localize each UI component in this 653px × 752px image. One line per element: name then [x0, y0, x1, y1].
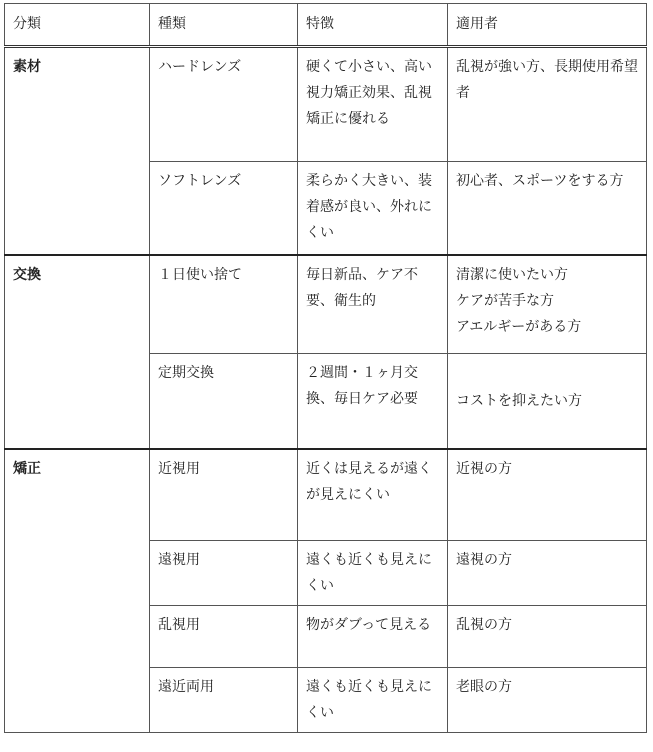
feature-cell: 物がダブって見える — [298, 606, 448, 668]
type-cell: 定期交換 — [150, 354, 298, 449]
users-cell — [448, 541, 647, 606]
header-row — [5, 4, 647, 47]
users-line: 遠視の方 — [456, 552, 512, 568]
users-cell — [448, 606, 647, 668]
header-feature: 特徴 — [298, 4, 448, 47]
users-line: ケアが苦手な方 — [456, 292, 554, 309]
users-cell — [448, 162, 647, 255]
type-cell: １日使い捨て — [150, 255, 298, 354]
category-cell: 矯正 — [5, 449, 150, 733]
category-cell: 素材 — [5, 47, 150, 255]
feature-cell: 遠くも近くも見えにくい — [298, 668, 448, 733]
feature-cell: 硬くて小さい、高い視力矯正効果、乱視矯正に優れる — [298, 47, 448, 162]
table-row — [5, 255, 647, 354]
feature-cell: 毎日新品、ケア不要、衛生的 — [298, 255, 448, 354]
users-cell — [448, 354, 647, 449]
contact-lens-table — [4, 3, 647, 733]
users-line: 乱視の方 — [456, 617, 512, 633]
category-cell: 交換 — [5, 255, 150, 449]
users-cell — [448, 668, 647, 733]
feature-cell: ２週間・１ヶ月交換、毎日ケア必要 — [298, 354, 448, 449]
users-line: 近視の方 — [456, 460, 512, 477]
header-category: 分類 — [5, 4, 150, 47]
users-cell — [448, 449, 647, 541]
table-row — [5, 47, 647, 162]
type-cell: 遠近両用 — [150, 668, 298, 733]
header-users: 適用者 — [448, 4, 647, 47]
users-line: 清潔に使いたい方 — [456, 266, 568, 283]
type-cell: 乱視用 — [150, 606, 298, 668]
users-line: アエルギーがある方 — [456, 318, 582, 335]
table-row — [5, 449, 647, 541]
type-cell: 遠視用 — [150, 541, 298, 606]
users-line: 老眼の方 — [456, 679, 512, 695]
users-cell — [448, 47, 647, 162]
header-type: 種類 — [150, 4, 298, 47]
users-line: 初心者、スポーツをする方 — [456, 173, 624, 189]
feature-cell: 柔らかく大きい、装着感が良い、外れにくい — [298, 162, 448, 255]
feature-cell: 近くは見えるが遠くが見えにくい — [298, 449, 448, 541]
users-line: コストを抑えたい方 — [456, 392, 582, 409]
feature-cell: 遠くも近くも見えにくい — [298, 541, 448, 606]
type-cell: ハードレンズ — [150, 47, 298, 162]
type-cell: ソフトレンズ — [150, 162, 298, 255]
users-cell — [448, 255, 647, 354]
type-cell: 近視用 — [150, 449, 298, 541]
users-line: 乱視が強い方、長期使用希望者 — [456, 59, 638, 101]
